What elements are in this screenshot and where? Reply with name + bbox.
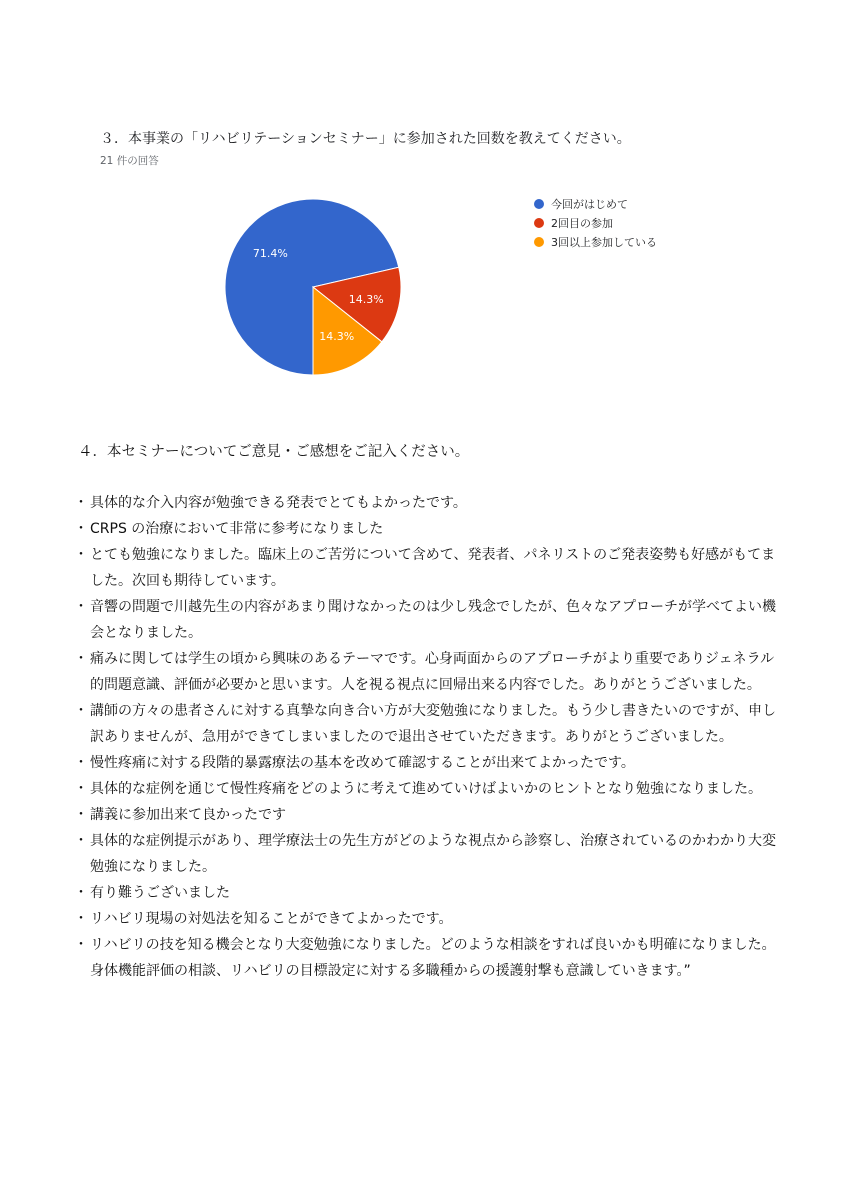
comment-item: ・ 慢性疼痛に対する段階的暴露療法の基本を改めて確認することが出来てよかったです。 <box>78 750 778 776</box>
response-count: 21 件の回答 <box>100 155 159 167</box>
legend-item-first-time <box>534 194 657 213</box>
question-4-title: ４．本セミナーについてご意見・ご感想をご記入ください。 <box>78 444 470 460</box>
comment-item: ・ リハビリの技を知る機会となり大変勉強になりました。どのような相談をすれば良いかも明確になりました。身体機能評価の相談、リハビリの目標設定に対する多職種からの援護射撃も意識していきます。” <box>78 932 778 984</box>
pie-data-label: 14.3% <box>348 293 384 307</box>
comment-list <box>78 490 778 984</box>
comment-item: ・ とても勉強になりました。臨床上のご苦労について含めて、発表者、パネリストのご発表姿勢も好感がもてました。次回も期待しています。 <box>78 542 778 594</box>
legend-item-second-time <box>534 213 657 232</box>
comment-item: ・ 講義に参加出来て良かったです <box>78 802 778 828</box>
legend-swatch <box>534 199 544 209</box>
comment-item: ・ 痛みに関しては学生の頃から興味のあるテーマです。心身両面からのアプローチがより重要でありジェネラル的問題意識、評価が必要かと思います。人を視る視点に回帰出来る内容でした。ありがとうございました。 <box>78 646 778 698</box>
legend-item-three-or-more <box>534 232 657 251</box>
pie-data-label: 71.4% <box>252 247 288 261</box>
legend-label: 3回以上参加している <box>551 235 657 249</box>
pie-data-label: 14.3% <box>319 330 355 344</box>
comment-item: ・ 音響の問題で川越先生の内容があまり聞けなかったのは少し残念でしたが、色々なアプローチが学べてよい機会となりました。 <box>78 594 778 646</box>
comment-item: ・ 具体的な介入内容が勉強できる発表でとてもよかったです。 <box>78 490 778 516</box>
pie-chart <box>218 192 408 382</box>
legend-swatch <box>534 237 544 247</box>
comment-item: ・ 具体的な症例提示があり、理学療法士の先生方がどのような視点から診察し、治療されているのかわかり大変勉強になりました。 <box>78 828 778 880</box>
legend-swatch <box>534 218 544 228</box>
comment-item: ・ 講師の方々の患者さんに対する真摯な向き合い方が大変勉強になりました。もう少し書きたいのですが、申し訳ありませんが、急用ができてしまいましたので退出させていただきます。ありがとうございました。 <box>78 698 778 750</box>
legend-label: 2回目の参加 <box>551 216 613 230</box>
chart-legend <box>534 194 657 251</box>
comment-item: ・ CRPS の治療において非常に参考になりました <box>78 516 778 542</box>
question-3-title: ３．本事業の「リハビリテーションセミナー」に参加された回数を教えてください。 <box>100 131 631 147</box>
comment-item: ・ 具体的な症例を通じて慢性疼痛をどのように考えて進めていけばよいかのヒントとなり勉強になりました。 <box>78 776 778 802</box>
legend-label: 今回がはじめて <box>551 197 628 211</box>
comment-item: ・ リハビリ現場の対処法を知ることができてよかったです。 <box>78 906 778 932</box>
comment-item: ・ 有り難うございました <box>78 880 778 906</box>
